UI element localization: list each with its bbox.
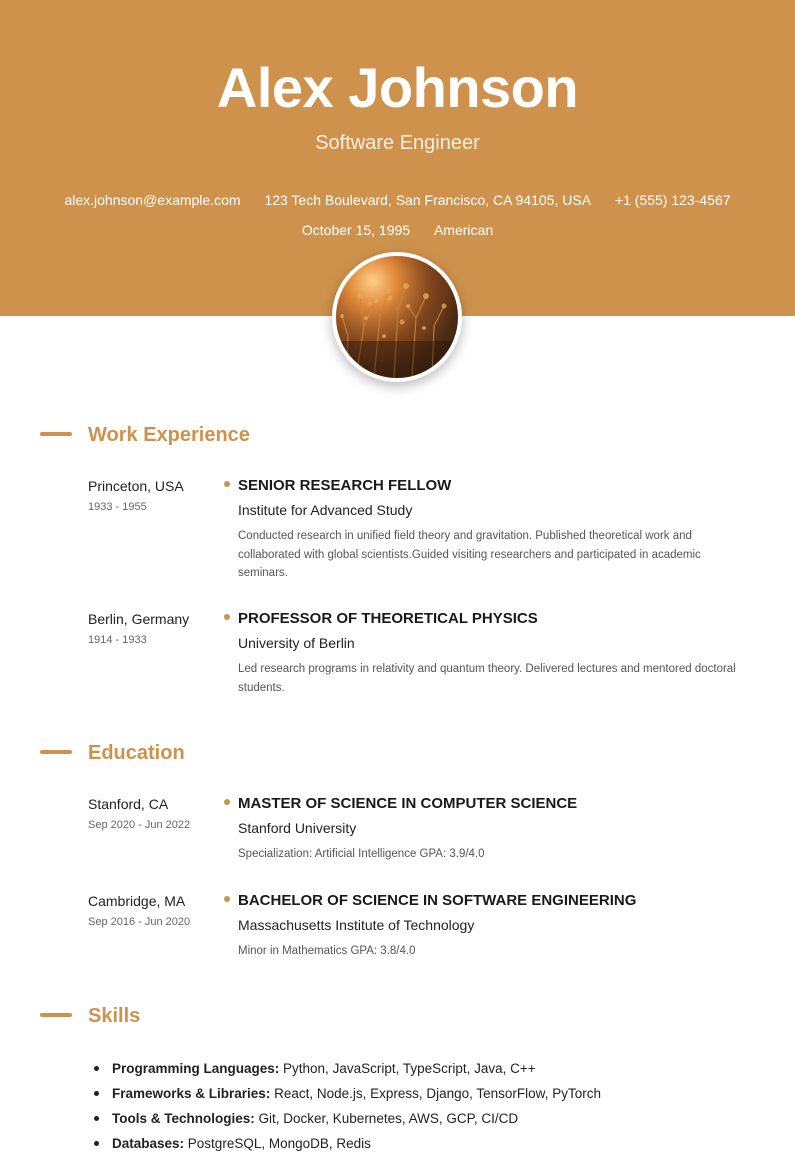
skill-value: PostgreSQL, MongoDB, Redis: [184, 1136, 371, 1151]
address-text: 123 Tech Boulevard, San Francisco, CA 94105, USA: [264, 192, 592, 208]
bullet-dot-icon: [224, 799, 230, 805]
entry-location: Princeton, USA: [88, 478, 184, 494]
bullet-dot-icon: [224, 896, 230, 902]
skill-value: Git, Docker, Kubernetes, AWS, GCP, CI/CD: [254, 1111, 519, 1126]
skill-item: [92, 1081, 601, 1106]
birthdate-text: October 15, 1995: [301, 222, 411, 238]
section-title-text: Work Experience: [88, 424, 250, 446]
section-accent-bar: [40, 432, 72, 436]
entry-description: Minor in Mathematics GPA: 3.8/4.0: [238, 945, 416, 957]
entry-dates: Sep 2020 - Jun 2022: [88, 819, 191, 831]
skill-item: [92, 1056, 601, 1081]
contact-row-secondary: [0, 220, 795, 240]
skill-value: React, Node.js, Express, Django, TensorFlow, PyTorch: [270, 1086, 601, 1101]
entry-organization: Institute for Advanced Study: [238, 502, 413, 518]
entry-title: PROFESSOR OF THEORETICAL PHYSICS: [238, 610, 538, 627]
email-text: alex.johnson@example.com: [64, 192, 241, 208]
entry-title: MASTER OF SCIENCE IN COMPUTER SCIENCE: [238, 795, 578, 812]
profile-photo: [332, 252, 462, 382]
entry-description: Conducted research in unified field theory and gravitation. Published theoretical work and collaborated with global scientists.Guided visiting researchers and participated in academic seminars.: [238, 530, 701, 579]
entry-dates: 1933 - 1955: [88, 501, 147, 513]
entry-organization: Stanford University: [238, 820, 357, 836]
skill-label: Databases:: [112, 1136, 185, 1151]
bullet-dot-icon: [224, 481, 230, 487]
entry-description: Led research programs in relativity and quantum theory. Delivered lectures and mentored doctoral students.: [238, 663, 736, 694]
skill-label: Tools & Technologies:: [112, 1111, 255, 1126]
section-title-skills: [40, 1003, 140, 1029]
entry-title: BACHELOR OF SCIENCE IN SOFTWARE ENGINEERING: [238, 892, 637, 909]
profile-photo-image: [336, 256, 458, 378]
section-accent-bar: [40, 750, 72, 754]
entry-location: Stanford, CA: [88, 796, 169, 812]
entry-dates: Sep 2016 - Jun 2020: [88, 916, 191, 928]
job-title: Software Engineer: [315, 132, 480, 154]
person-name: Alex Johnson: [216, 56, 579, 119]
entry-dates: 1914 - 1933: [88, 634, 147, 646]
entry-location: Berlin, Germany: [88, 611, 190, 627]
section-accent-bar: [40, 1013, 72, 1017]
phone-text: +1 (555) 123-4567: [614, 192, 731, 208]
section-title-education: [40, 740, 185, 766]
entry-description: Specialization: Artificial Intelligence GPA: 3.9/4.0: [238, 848, 485, 860]
contact-row-primary: [0, 190, 795, 210]
entry-organization: University of Berlin: [238, 635, 355, 651]
skills-list: [92, 1056, 601, 1156]
bullet-dot-icon: [224, 614, 230, 620]
section-title-text: Skills: [88, 1005, 141, 1027]
entry-organization: Massachusetts Institute of Technology: [238, 917, 475, 933]
entry-location: Cambridge, MA: [88, 893, 186, 909]
entry-title: SENIOR RESEARCH FELLOW: [238, 477, 452, 494]
skill-value: Python, JavaScript, TypeScript, Java, C++: [279, 1061, 536, 1076]
skill-label: Programming Languages:: [112, 1061, 280, 1076]
nationality-text: American: [433, 222, 494, 238]
skill-item: [92, 1131, 601, 1156]
section-title-text: Education: [88, 742, 185, 764]
section-title-work: [40, 422, 250, 448]
skill-label: Frameworks & Libraries:: [112, 1086, 271, 1101]
skill-item: [92, 1106, 601, 1131]
